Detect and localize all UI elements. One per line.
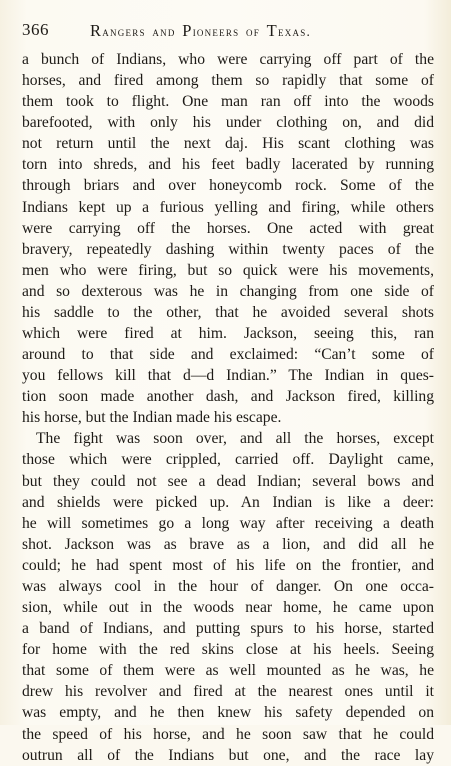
text-line: a band of Indians, and putting spurs to his horse, started [22, 620, 434, 638]
text-line: torn into shreds, and his feet badly lacerated by running [22, 156, 434, 174]
text-line: which were fired at him. Jackson, seeing this, ran [22, 325, 434, 343]
text-line: barefooted, with only his under clothing on, and did [22, 114, 434, 132]
text-line: was empty, and he then knew his safety depended on [22, 704, 434, 722]
paragraph-first-line: The fight was soon over, and all the horses, except [36, 430, 434, 448]
text-line: not return until the next daj. His scant clothing was [22, 135, 434, 153]
text-line: a bunch of Indians, who were carrying off part of the [22, 51, 434, 68]
text-line: Indians kept up a furious yelling and firing, while others [22, 198, 434, 216]
text-line: them took to flight. One man ran off into the woods [22, 93, 434, 111]
page-header [22, 20, 434, 40]
text-line: and so dexterous was he in changing from one side of [22, 282, 434, 300]
text-line: you fellows kill that d—d Indian.” The Indian in ques- [22, 367, 434, 385]
page-number: 366 [22, 20, 49, 39]
text-line: could; he had spent most of his life on the frontier, and [22, 556, 434, 574]
text-line: the speed of his horse, and he soon saw that he could [22, 725, 434, 743]
body-text [22, 49, 434, 766]
text-line: but they could not see a dead Indian; several bows and [22, 472, 434, 490]
text-line: for home with the red skins close at his heels. Seeing [22, 641, 434, 659]
text-line: around to that side and exclaimed: “Can’t some of [22, 346, 434, 364]
paragraph-last-line: his horse, but the Indian made his escape. [22, 409, 282, 427]
text-line: outrun all of the Indians but one, and the race lay [22, 746, 434, 764]
running-head: Rangers and Pioneers of Texas. [90, 21, 312, 40]
text-line: shot. Jackson was as brave as a lion, and did all he [22, 535, 434, 553]
text-line: men who were firing, but so quick were his movements, [22, 261, 434, 279]
text-line: and shields were picked up. An Indian is like a deer: [22, 493, 434, 511]
text-line: through briars and over honeycomb rock. Some of the [22, 177, 434, 195]
text-line: drew his revolver and fired at the nearest ones until it [22, 683, 434, 701]
text-line: he will sometimes go a long way after receiving a death [22, 514, 434, 532]
text-line: his saddle to the other, that he avoided several shots [22, 303, 434, 321]
text-line: those which were crippled, carried off. Daylight came, [22, 451, 434, 469]
text-line: that some of them were as well mounted as he was, he [22, 662, 434, 680]
text-line: horses, and fired among them so rapidly that some of [22, 72, 434, 90]
text-line: tion soon made another dash, and Jackson fired, killing [22, 388, 434, 406]
text-line: bravery, repeatedly dashing within twenty paces of the [22, 240, 434, 258]
text-line: sion, while out in the woods near home, he came upon [22, 599, 434, 617]
text-line: were carrying off the horses. One acted with great [22, 219, 434, 237]
text-line: was always cool in the hour of danger. On one occa- [22, 577, 434, 595]
